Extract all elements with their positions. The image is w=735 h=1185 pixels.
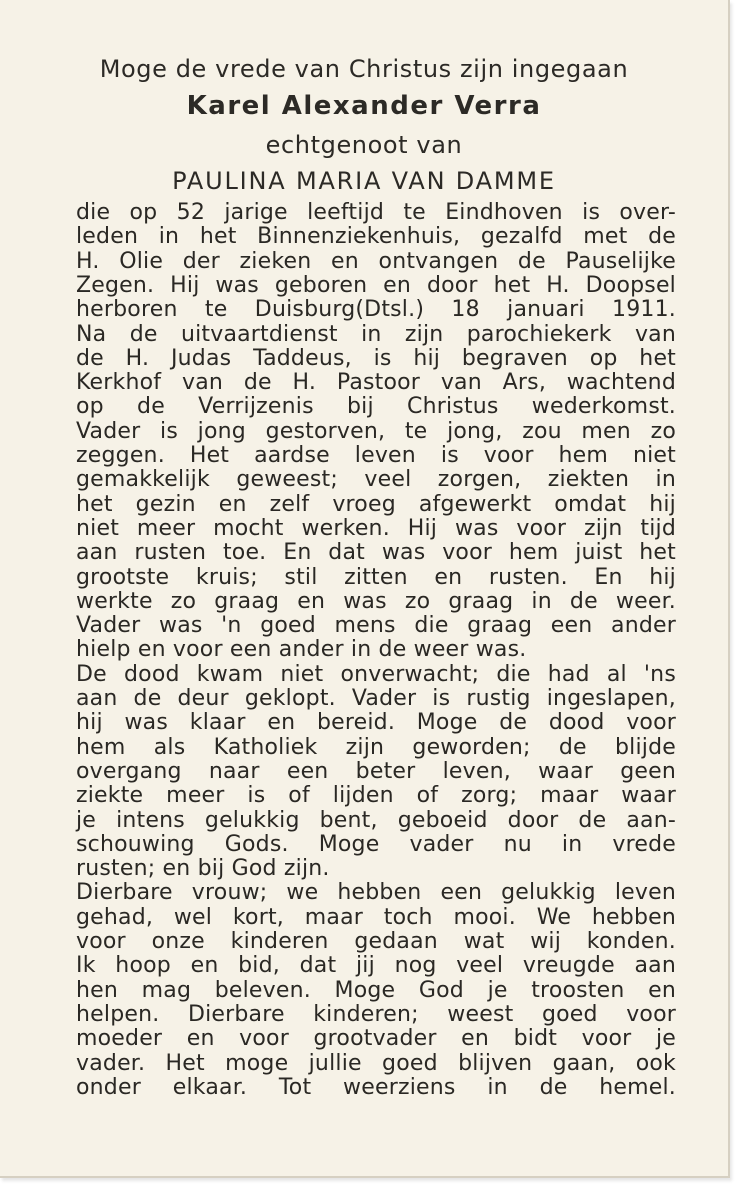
text-line: grootste kruis; stil zitten en rusten. En hij xyxy=(76,564,676,590)
text-line: voor onze kinderen gedaan wat wij konden. xyxy=(76,929,676,954)
text-line: gemakkelijk geweest; veel zorgen, ziekten in xyxy=(76,467,676,493)
text-line: Kerkhof van de H. Pastoor van Ars, wachtend xyxy=(76,370,676,396)
text-line: herboren te Duisburg(Dtsl.) 18 januari 1911. xyxy=(76,297,676,323)
text-line: zeggen. Het aardse leven is voor hem niet xyxy=(76,443,676,468)
text-line: Vader was 'n goed mens die graag een ander xyxy=(76,613,676,639)
text-line: hielp en voor een ander in de weer was. xyxy=(76,637,527,663)
text-line: hen mag beleven. Moge God je troosten en xyxy=(76,977,676,1003)
text-line: H. Olie der zieken en ontvangen de Pauselijke xyxy=(76,248,676,274)
text-line: Dierbare vrouw; we hebben een gelukkig leven xyxy=(76,880,676,906)
text-line: het gezin en zelf vroeg afgewerkt omdat hij xyxy=(76,491,676,517)
text-line: die op 52 jarige leeftijd te Eindhoven is over- xyxy=(76,200,676,225)
text-line: vader. Het moge jullie goed blijven gaan, ook xyxy=(76,1050,676,1076)
deceased-name: Karel Alexander Verra xyxy=(186,91,542,121)
text-line: onder elkaar. Tot weerziens in de hemel. xyxy=(76,1074,676,1100)
text-line: aan rusten toe. En dat was voor hem juist het xyxy=(76,540,676,566)
spouse-name: PAULINA MARIA VAN DAMME xyxy=(172,167,556,195)
text-line: helpen. Dierbare kinderen; weest goed voor xyxy=(76,1001,676,1027)
spouse-intro: echtgenoot van xyxy=(265,131,463,159)
text-line: niet meer mocht werken. Hij was voor zijn tijd xyxy=(76,515,676,541)
text-line: leden in het Binnenziekenhuis, gezalfd met de xyxy=(76,224,676,250)
text-line: overgang naar een beter leven, waar geen xyxy=(76,758,676,784)
opening-line: Moge de vrede van Christus zijn ingegaan xyxy=(99,55,629,83)
text-line: Ik hoop en bid, dat jij nog veel vreugde aan xyxy=(76,953,676,979)
text-line: Na de uitvaartdienst in zijn parochiekerk van xyxy=(76,321,676,347)
text-line: aan de deur geklopt. Vader is rustig ingeslapen, xyxy=(76,686,676,711)
text-line: rusten; en bij God zijn. xyxy=(76,856,330,882)
text-line: moeder en voor grootvader en bidt voor je xyxy=(76,1026,676,1052)
text-line: hij was klaar en bereid. Moge de dood voor xyxy=(76,710,676,736)
text-line: hem als Katholiek zijn geworden; de blijde xyxy=(76,734,676,760)
text-line: Vader is jong gestorven, te jong, zou men zo xyxy=(76,418,676,444)
text-line: Zegen. Hij was geboren en door het H. Doopsel xyxy=(76,272,676,298)
text-line: je intens gelukkig bent, geboeid door de aan- xyxy=(76,807,676,833)
text-line: ziekte meer is of lijden of zorg; maar waar xyxy=(76,783,676,809)
text-line: de H. Judas Taddeus, is hij begraven op het xyxy=(76,345,676,371)
text-line: op de Verrijzenis bij Christus wederkomst. xyxy=(76,394,676,420)
text-line: werkte zo graag en was zo graag in de weer. xyxy=(76,588,676,614)
text-line: schouwing Gods. Moge vader nu in vrede xyxy=(76,831,676,857)
text-line: gehad, wel kort, maar toch mooi. We hebben xyxy=(76,904,676,930)
text-line: De dood kwam niet onverwacht; die had al 'ns xyxy=(76,661,676,687)
